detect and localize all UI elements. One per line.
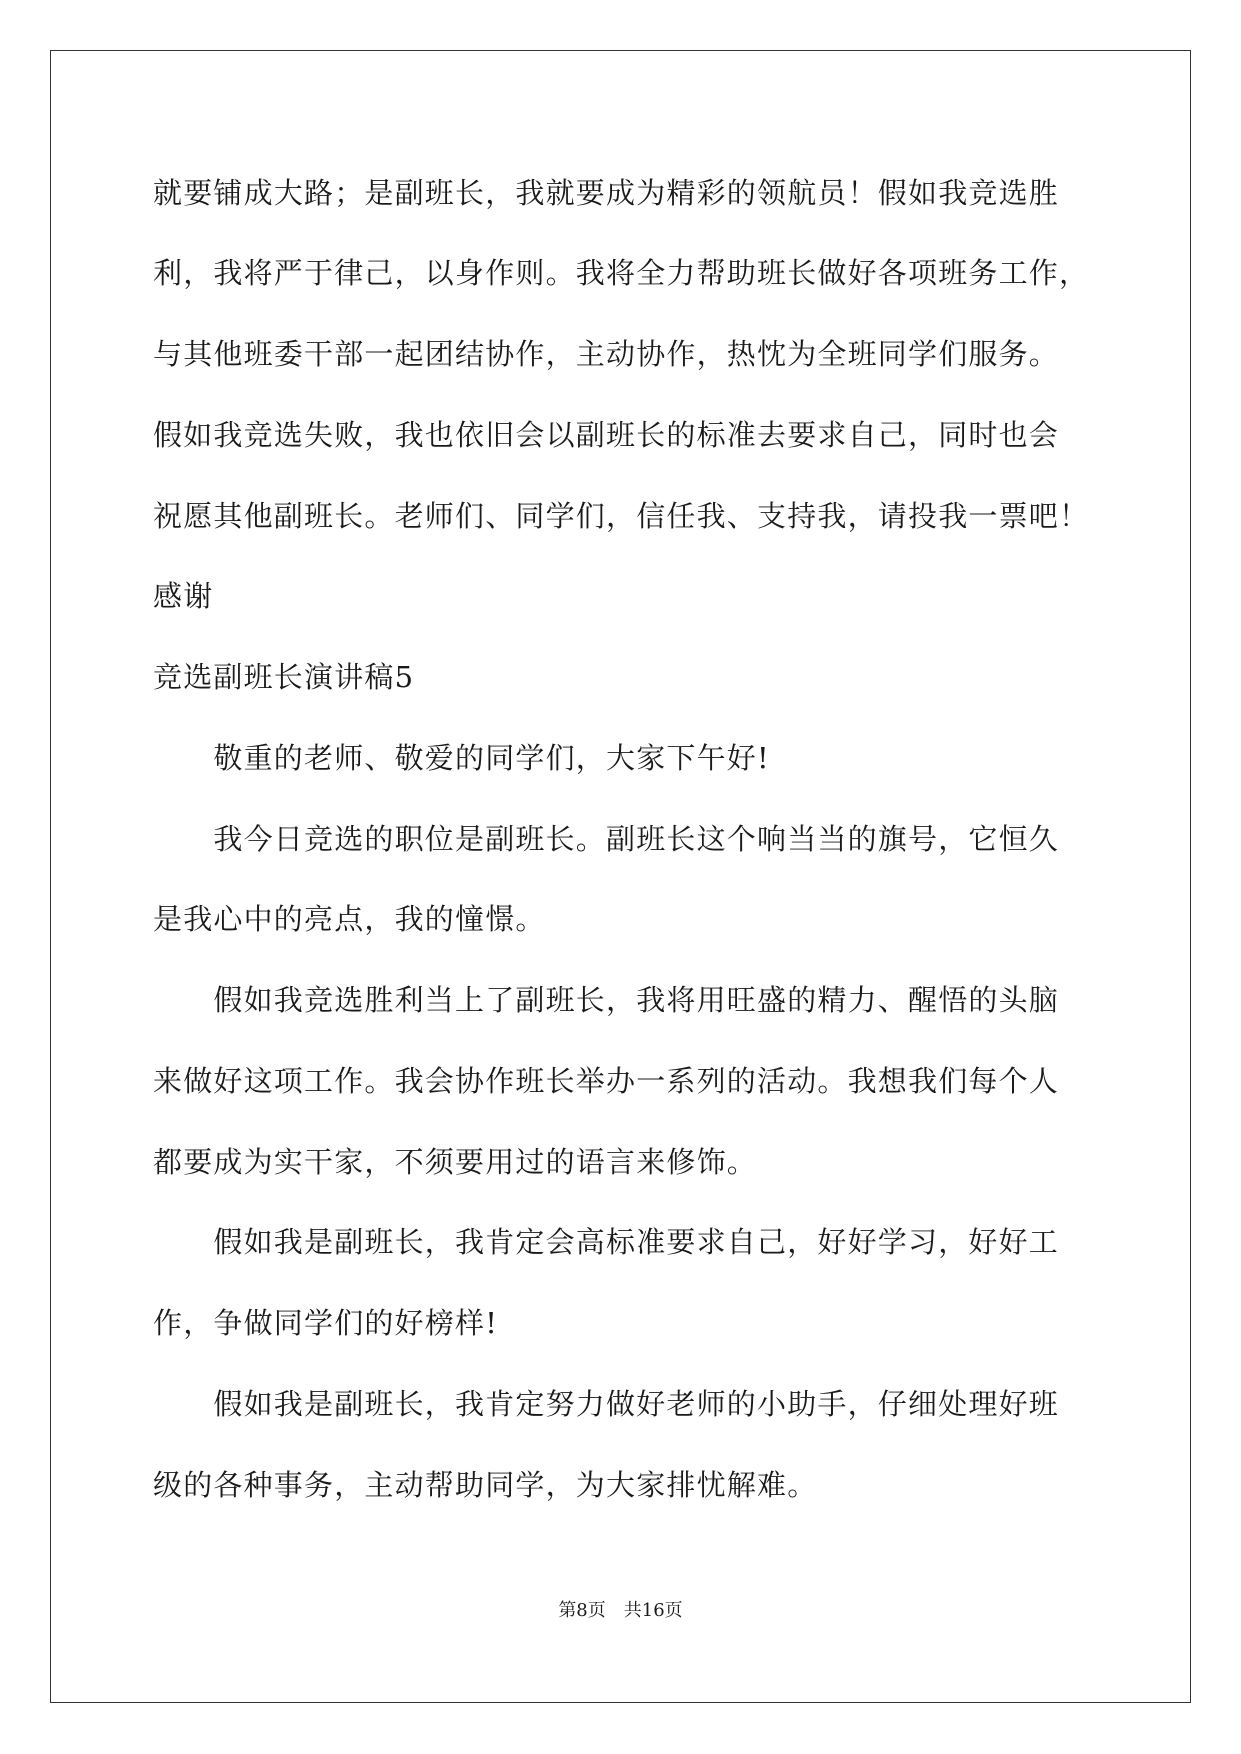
text-line: 级的各种事务，主动帮助同学，为大家排忧解难。: [153, 1468, 818, 1502]
text-line: 假如我竞选胜利当上了副班长，我将用旺盛的精力、醒悟的头脑: [153, 983, 1060, 1017]
text-line: 都要成为实干家，不须要用过的语言来修饰。: [153, 1145, 758, 1179]
text-line: 就要铺成大路；是副班长，我就要成为精彩的领航员！假如我竞选胜: [153, 176, 1060, 210]
page-number: 第8页: [558, 1600, 606, 1621]
text-line: 我今日竞选的职位是副班长。副班长这个响当当的旗号，它恒久: [153, 822, 1060, 856]
text-line: 是我心中的亮点，我的憧憬。: [153, 902, 546, 936]
page-border: [50, 50, 1191, 1703]
text-line: 作，争做同学们的好榜样!: [153, 1306, 499, 1340]
page-total: 共16页: [623, 1600, 683, 1621]
text-line: 感谢: [153, 579, 214, 613]
text-line: 利，我将严于律己，以身作则。我将全力帮助班长做好各项班务工作，: [153, 256, 1090, 290]
text-line: 假如我是副班长，我肯定努力做好老师的小助手，仔细处理好班: [153, 1387, 1060, 1421]
text-line: 假如我是副班长，我肯定会高标准要求自己，好好学习，好好工: [153, 1225, 1060, 1259]
section-heading: 竞选副班长演讲稿5: [153, 660, 415, 694]
text-line: 来做好这项工作。我会协作班长举办一系列的活动。我想我们每个人: [153, 1064, 1060, 1098]
page-footer: [0, 1599, 1241, 1623]
text-line: 假如我竞选失败，我也依旧会以副班长的标准去要求自己，同时也会: [153, 418, 1060, 452]
text-line: 祝愿其他副班长。老师们、同学们，信任我、支持我，请投我一票吧！: [153, 499, 1090, 533]
text-line: 敬重的老师、敬爱的同学们，大家下午好!: [153, 741, 770, 775]
text-line: 与其他班委干部一起团结协作，主动协作，热忱为全班同学们服务。: [153, 337, 1060, 371]
